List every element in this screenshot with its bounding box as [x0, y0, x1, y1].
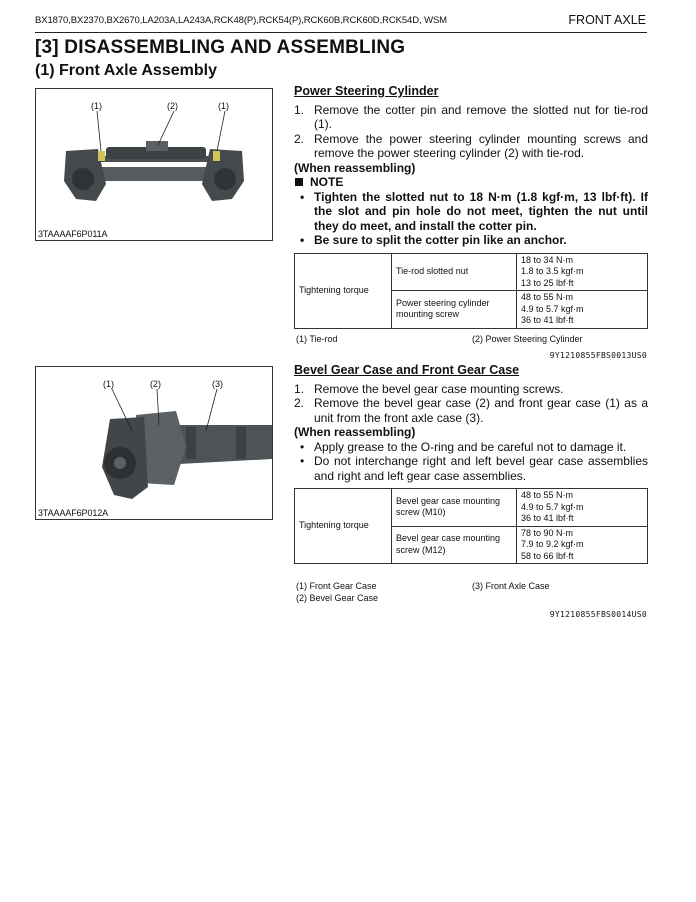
table-row: [295, 253, 648, 291]
step-text: Remove the cotter pin and remove the slotted nut for tie-rod (1).: [314, 102, 648, 131]
bevel-gear-section: [294, 363, 648, 564]
figure2-callout-1: (1): [103, 379, 114, 389]
when-reassembling-label: (When reassembling): [294, 160, 416, 175]
step-item: [294, 382, 648, 397]
figure1-caption: 3TAAAAF6P011A: [38, 229, 108, 239]
header-models: BX1870,BX2370,BX2670,LA203A,LA243A,RCK48(P),RCK54(P),RCK60B,RCK60D,RCK54D, WSM: [35, 15, 447, 26]
step-item: [294, 132, 648, 161]
legend-tie-rod: (1) Tie-rod: [296, 334, 338, 344]
figure1-callout-2: (2): [167, 101, 178, 111]
power-steering-steps: [294, 103, 648, 161]
torque-value-lbfft: 58 to 66 lbf·ft: [521, 550, 574, 561]
step-number: 1.: [294, 381, 305, 396]
torque-item: Tie-rod slotted nut: [392, 253, 517, 291]
step-item: [294, 396, 648, 425]
step-text: Remove the power steering cylinder mounting screws and remove the power steering cylinder (2) with tie-rod.: [314, 131, 648, 160]
torque-value-nm: 18 to 34 N·m: [521, 254, 574, 265]
torque-values: [517, 526, 648, 564]
torque-values: [517, 489, 648, 527]
front-axle-illustration: [36, 89, 272, 240]
note-square-icon: [295, 178, 303, 186]
figure2-callout-3: (3): [212, 379, 223, 389]
table-row: [295, 489, 648, 527]
bullet-text: Apply grease to the O-ring and be careful not to damage it.: [314, 439, 627, 454]
torque-item: Bevel gear case mounting screw (M12): [392, 526, 517, 564]
document-code: 9Y1210855FBS0013US0: [549, 351, 647, 360]
header-section: FRONT AXLE: [568, 13, 646, 27]
step-item: [294, 103, 648, 132]
bevel-gear-heading: Bevel Gear Case and Front Gear Case: [294, 363, 520, 377]
torque-values: [517, 291, 648, 329]
power-steering-torque-table: [294, 253, 648, 329]
header-rule: [35, 32, 647, 33]
torque-value-kgfm: 4.9 to 5.7 kgf·m: [521, 501, 584, 512]
figure2-caption: 3TAAAAF6P012A: [38, 508, 109, 518]
torque-values: [517, 253, 648, 291]
torque-value-nm: 78 to 90 N·m: [521, 527, 574, 538]
note-bullet: [294, 233, 648, 248]
torque-item: Bevel gear case mounting screw (M10): [392, 489, 517, 527]
legend-front-gear-case: (1) Front Gear Case: [296, 581, 377, 591]
bevel-gear-photo: [35, 366, 273, 520]
step-number: 1.: [294, 102, 305, 117]
figure1-callout-1-right: (1): [218, 101, 229, 111]
bullet-icon: •: [300, 454, 305, 468]
torque-value-kgfm: 4.9 to 5.7 kgf·m: [521, 303, 584, 314]
step-text: Remove the bevel gear case (2) and front gear case (1) as a unit from the front axle case (3).: [314, 396, 648, 425]
when-reassembling-label: (When reassembling): [294, 425, 416, 439]
note-label: NOTE: [310, 175, 344, 189]
bevel-gear-torque-table: [294, 488, 648, 564]
bevel-gear-illustration: [36, 367, 272, 519]
subsection-title: (1) Front Axle Assembly: [35, 62, 217, 79]
legend-front-axle-case: (3) Front Axle Case: [472, 581, 550, 591]
bullet-item: [294, 454, 648, 483]
step-number: 2.: [294, 396, 305, 410]
torque-item: Power steering cylinder mounting screw: [392, 291, 517, 329]
bullet-icon: •: [300, 439, 305, 454]
front-axle-photo: [35, 88, 273, 241]
power-steering-heading: Power Steering Cylinder: [294, 84, 439, 98]
document-code: 9Y1210855FBS0014US0: [549, 610, 647, 619]
step-number: 2.: [294, 131, 305, 146]
torque-value-lbfft: 36 to 41 lbf·ft: [521, 315, 574, 325]
figure2-callout-2: (2): [150, 379, 161, 389]
torque-value-lbfft: 13 to 25 lbf·ft: [521, 277, 574, 288]
torque-value-nm: 48 to 55 N·m: [521, 292, 574, 302]
figure1-callout-1-left: (1): [91, 101, 102, 111]
torque-label: Tightening torque: [295, 253, 392, 328]
torque-value-lbfft: 36 to 41 lbf·ft: [521, 513, 574, 523]
torque-value-kgfm: 1.8 to 3.5 kgf·m: [521, 266, 584, 276]
note-bullets: [294, 190, 648, 248]
bullet-icon: •: [300, 233, 305, 247]
bevel-gear-steps: [294, 382, 648, 426]
bullet-item: [294, 440, 648, 455]
note-header: [295, 175, 648, 190]
section-title: [3] DISASSEMBLING AND ASSEMBLING: [35, 37, 406, 58]
note-bullet: [294, 190, 648, 234]
bullet-text: Do not interchange right and left bevel gear case assemblies and right and left gear case assemblies.: [314, 454, 648, 483]
legend-bevel-gear-case: (2) Bevel Gear Case: [296, 593, 379, 603]
note-bullet-text: Tighten the slotted nut to 18 N·m (1.8 kgf·m, 13 lbf·ft). If the slot and pin hole do not meet, tighten the nut until they do meet, and install the cotter pin.: [314, 189, 648, 233]
legend-power-steering-cylinder: (2) Power Steering Cylinder: [472, 334, 583, 344]
bevel-gear-bullets: [294, 440, 648, 484]
note-bullet-text: Be sure to split the cotter pin like an anchor.: [314, 233, 567, 247]
step-text: Remove the bevel gear case mounting screws.: [314, 381, 564, 396]
torque-label: Tightening torque: [295, 489, 392, 564]
bullet-icon: •: [300, 189, 305, 204]
torque-value-kgfm: 7.9 to 9.2 kgf·m: [521, 539, 584, 549]
power-steering-section: [294, 84, 648, 329]
torque-value-nm: 48 to 55 N·m: [521, 490, 574, 500]
